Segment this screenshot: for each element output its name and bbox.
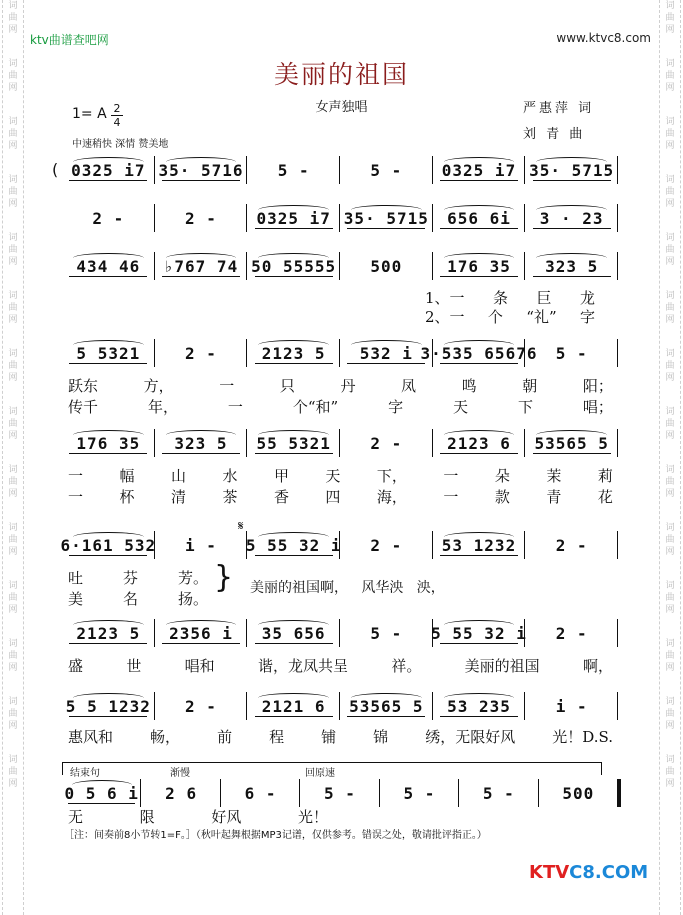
measure-notes: 2 6 [165, 783, 198, 803]
measure-notes: 2 - [92, 208, 125, 228]
measure [62, 335, 155, 371]
score-row [62, 425, 618, 465]
lyric-word: 一 [68, 488, 84, 506]
measure [340, 248, 433, 284]
lyric-word: “礼” [526, 308, 557, 326]
song-title: 美丽的祖国 [273, 60, 409, 89]
lyric-word: 香 [273, 488, 289, 506]
lyric-word: 程 [269, 728, 285, 746]
lyric-word: 只 [279, 377, 295, 395]
lyric-word: 天 [325, 467, 341, 485]
lyric-word: 朵 [494, 467, 510, 485]
lyric-word: 铺 [321, 728, 337, 746]
measure [155, 152, 248, 188]
measure [155, 335, 248, 371]
tempo-marking: 中速稍快 深情 赞美地 [72, 139, 169, 150]
measure [380, 775, 459, 811]
lyric-word: 扬。 [177, 590, 208, 608]
measure [459, 775, 538, 811]
measure-notes: 2356 i [169, 623, 233, 643]
score-row [62, 200, 618, 240]
score-row [52, 152, 618, 192]
measure-notes: 5 - [370, 623, 403, 643]
measure-notes: 2 - [185, 696, 217, 716]
measure [62, 248, 155, 284]
measure-notes: 500 [562, 783, 595, 803]
lyric-word: 光！ [297, 808, 328, 826]
measure-notes: 35 656 [261, 623, 326, 643]
lyric-word: 水 [222, 467, 238, 485]
right-watermark-column: 词 曲 网 词 曲 网 词 曲 网 词 曲 网 词 曲 网 词 曲 网 词 曲 网 词 曲 网 词 曲 网 词 曲 网 词 曲 网 词 曲 网 词 曲 网 词 曲 网 [659, 0, 681, 915]
verse-brace: } [214, 560, 234, 595]
lyric-word: 唱； [582, 398, 613, 416]
lyric-word: 一 [443, 488, 459, 506]
measure [340, 200, 433, 236]
lyric-word: 天 [453, 398, 469, 416]
measure [433, 425, 526, 461]
lyric-word: 绣，无限好风 [425, 728, 516, 746]
mark-ritardando: 渐慢 [170, 768, 190, 779]
measure [525, 527, 618, 563]
bar-line [617, 204, 618, 232]
measure-notes: 2123 5 [76, 623, 141, 643]
measure [340, 425, 433, 461]
bar-line [617, 779, 621, 807]
measure-notes: 323 5 [174, 433, 228, 453]
measure-notes: 53 1232 [441, 535, 517, 555]
measure-notes: 53565 5 [349, 696, 424, 716]
measure [433, 615, 526, 651]
measure-notes: 5 - [482, 783, 515, 803]
lyric-word: 鸣 [461, 377, 477, 395]
lyric-word: 龙 [579, 289, 595, 307]
left-watermark-column: 词 曲 网 词 曲 网 词 曲 网 词 曲 网 词 曲 网 词 曲 网 词 曲 网 词 曲 网 词 曲 网 词 曲 网 词 曲 网 词 曲 网 词 曲 网 词 曲 网 [2, 0, 24, 915]
measure-notes: 5 55 32 i [431, 623, 527, 643]
lyric-word: 茉 [546, 467, 562, 485]
lyric-word: 盛 [68, 657, 84, 675]
measure-notes: 2 - [370, 535, 403, 555]
bar-line [617, 156, 618, 184]
lyric-word: 一 [443, 467, 459, 485]
composer: 刘 青 曲 [523, 127, 586, 142]
site-logo[interactable]: KTVC8.COM [529, 862, 649, 883]
time-signature: 2 4 [111, 103, 123, 128]
lyric-word: 个“和” [292, 398, 339, 416]
score-row [62, 527, 618, 567]
measure [62, 615, 155, 651]
measure [62, 152, 155, 188]
lyric-word: 锦 [373, 728, 389, 746]
measure-notes: 0325 i7 [256, 208, 331, 228]
lyric-v2-intro [425, 306, 595, 327]
lyric-word: 吐 [68, 569, 84, 587]
lyric-word: 美丽的祖国 [464, 657, 540, 675]
lyric-word: 传千 [68, 398, 99, 416]
site-url[interactable]: www.ktvc8.com [556, 31, 651, 45]
segno-sign: 𝄋 [238, 519, 244, 534]
measure-notes: 55 5321 [256, 433, 331, 453]
lyric-word: 甲 [273, 467, 289, 485]
measure [62, 527, 155, 563]
bar-line [617, 692, 618, 720]
lyric-word: 山 [170, 467, 186, 485]
measure-notes: 5 - [277, 160, 310, 180]
lyric-v1-a [68, 375, 613, 396]
bar-line [617, 429, 618, 457]
measure [155, 615, 248, 651]
key-signature: 1= A [72, 106, 107, 122]
measure [247, 425, 340, 461]
measure-notes: 50 55555 [251, 256, 337, 276]
score-row [62, 688, 618, 728]
lyric-word: 芳。 [177, 569, 208, 587]
measure-notes: 2123 6 [447, 433, 511, 453]
lyric-word: 跃东 [68, 377, 99, 395]
measure [525, 688, 618, 724]
measure [539, 775, 618, 811]
lyric-word: 1、一 [425, 289, 465, 307]
mark-ending: 结束句 [70, 768, 100, 779]
measure-notes: 5 5 1232 [65, 696, 151, 716]
measure [62, 425, 155, 461]
measure-notes: 532 i [359, 343, 413, 363]
measure-notes: 5 5321 [76, 343, 141, 363]
measure [247, 335, 340, 371]
lyric-word: 个 [487, 308, 503, 326]
lyric-word: 字 [388, 398, 404, 416]
lyric-word: 四 [325, 488, 341, 506]
measure [155, 248, 248, 284]
lyric-v2-b [68, 486, 613, 507]
measure-notes: 2 - [370, 433, 403, 453]
lyric-word: 光！D.S. [552, 728, 613, 746]
lyric-word: 2、一 [425, 308, 465, 326]
lyric-word: 方， [143, 377, 174, 395]
measure-notes: 434 46 [76, 256, 141, 276]
measure-notes: 2123 5 [261, 343, 326, 363]
lyric-line-e [68, 726, 613, 747]
measure-notes: 2 - [185, 208, 217, 228]
measure [525, 152, 618, 188]
lyric-word: 啊， [582, 657, 613, 675]
measure-notes: i - [555, 696, 588, 716]
measure [433, 248, 526, 284]
measure [62, 688, 155, 724]
site-link[interactable]: ktv曲谱查吧网 [30, 33, 109, 47]
bar-line [617, 339, 618, 367]
measure-notes: 6·161 532 [60, 535, 157, 555]
measure-notes: 3 · 23 [539, 208, 604, 228]
lyric-word: 祥。 [391, 657, 422, 675]
measure [155, 200, 248, 236]
measure-notes: 5 - [370, 160, 403, 180]
measure-notes: 35· 5715 [343, 208, 429, 228]
lyric-line-d [68, 655, 613, 676]
lyricist: 严惠萍 词 [523, 101, 595, 116]
lyric-word: 限 [139, 808, 155, 826]
measure [247, 152, 340, 188]
lyric-word: 青 [546, 488, 562, 506]
lyric-word: 一 [227, 398, 243, 416]
lyric-v2-a [68, 396, 613, 417]
measure-notes: 53565 5 [534, 433, 609, 453]
lyric-word: 美 [68, 590, 84, 608]
lyric-v2-c [68, 588, 208, 609]
bar-line [617, 619, 618, 647]
lyric-word: 惠风和 [68, 728, 114, 746]
song-subtitle: 女声独唱 [315, 100, 368, 115]
credits [523, 96, 594, 148]
lyric-word: 朝 [522, 377, 538, 395]
measure [155, 527, 248, 563]
lyric-word: 莉 [597, 467, 613, 485]
measure [155, 425, 248, 461]
measure [340, 335, 433, 371]
measure [247, 248, 340, 284]
lyric-v1-b [68, 465, 613, 486]
measure-notes: 5 - [324, 783, 356, 803]
measure-notes: 35· 5715 [529, 160, 615, 180]
measure [340, 152, 433, 188]
measure-notes: 5 - [555, 343, 588, 363]
lyric-word: 一 [68, 467, 84, 485]
lyric-word: 杯 [119, 488, 135, 506]
score-row [62, 615, 618, 655]
measure [62, 200, 155, 236]
measure [525, 615, 618, 651]
lyric-word: 年， [147, 398, 178, 416]
measure-notes: 5 - [403, 783, 436, 803]
intro-open-paren: ( [52, 160, 59, 179]
measure-notes: 5 55 32 i [245, 535, 342, 555]
measure-notes: 2 - [555, 623, 588, 643]
measure [340, 688, 433, 724]
lyric-word: 清 [170, 488, 186, 506]
score-row [62, 335, 618, 375]
measure-notes: 53 235 [447, 696, 511, 716]
lyric-chorus-c: 美丽的祖国啊， 风华泱 泱， [250, 580, 445, 596]
lyric-word: 花 [597, 488, 613, 506]
measure [433, 152, 526, 188]
lyric-word: 海， [376, 488, 407, 506]
lyric-word: 下 [517, 398, 533, 416]
mark-a-tempo: 回原速 [305, 768, 335, 779]
bar-line [617, 531, 618, 559]
measure-notes: 0 5 6 i [64, 783, 139, 803]
lyric-word: 款 [494, 488, 510, 506]
lyric-word: 无 [68, 808, 84, 826]
measure [433, 527, 526, 563]
lyric-word: 巨 [536, 289, 552, 307]
measure-notes: i - [185, 535, 217, 555]
measure-notes: 0325 i7 [71, 160, 146, 180]
measure [420, 335, 538, 371]
measure [247, 200, 340, 236]
lyric-v1-intro [425, 287, 595, 308]
measure-notes: 656 6i [447, 208, 511, 228]
measure [525, 425, 618, 461]
footnote: ［注：间奏前8小节转1=F。］（秋叶起舞根据MP3记谱，仅供参考。错误之处，敬请批评指正。） [64, 830, 487, 841]
measure-notes: 6 - [244, 783, 277, 803]
lyric-word: 凤 [401, 377, 417, 395]
lyric-word: 谐，龙凤共呈 [257, 657, 348, 675]
lyric-line-f [68, 806, 328, 827]
measure-notes: 176 35 [447, 256, 511, 276]
bar-line [617, 252, 618, 280]
measure [155, 688, 248, 724]
measure [340, 527, 433, 563]
lyric-word: 阳； [582, 377, 613, 395]
lyric-word: 字 [579, 308, 595, 326]
measure-notes: 3·535 65676 [420, 343, 538, 363]
measure-notes: 500 [370, 256, 403, 276]
measure [525, 248, 618, 284]
lyric-word: 茶 [222, 488, 238, 506]
measure-notes: 2 - [185, 343, 217, 363]
measure [525, 335, 618, 371]
measure-notes: 0325 i7 [441, 160, 517, 180]
measure [433, 688, 526, 724]
measure [247, 527, 340, 563]
lyric-word: 名 [122, 590, 138, 608]
lyric-word: 芬 [122, 569, 138, 587]
lyric-word: 丹 [340, 377, 356, 395]
measure-notes: 2 - [555, 535, 588, 555]
lyric-word: 好风 [211, 808, 242, 826]
measure [525, 200, 618, 236]
lyric-word: 前 [217, 728, 233, 746]
lyric-word: 世 [126, 657, 142, 675]
lyric-word: 下， [376, 467, 407, 485]
measure-notes: ♭767 74 [163, 256, 239, 276]
measure-notes: 323 5 [545, 256, 599, 276]
measure [247, 688, 340, 724]
lyric-word: 唱和 [184, 657, 215, 675]
measure-notes: 2121 6 [261, 696, 326, 716]
measure [433, 200, 526, 236]
lyric-word: 畅， [150, 728, 181, 746]
lyric-word: 一 [219, 377, 235, 395]
lyric-word: 幅 [119, 467, 135, 485]
score-row [62, 248, 618, 288]
measure [247, 615, 340, 651]
measure [340, 615, 433, 651]
lyric-v1-c [68, 567, 208, 588]
measure-notes: 176 35 [76, 433, 141, 453]
lyric-word: 条 [493, 289, 509, 307]
measure-notes: 35· 5716 [158, 160, 244, 180]
